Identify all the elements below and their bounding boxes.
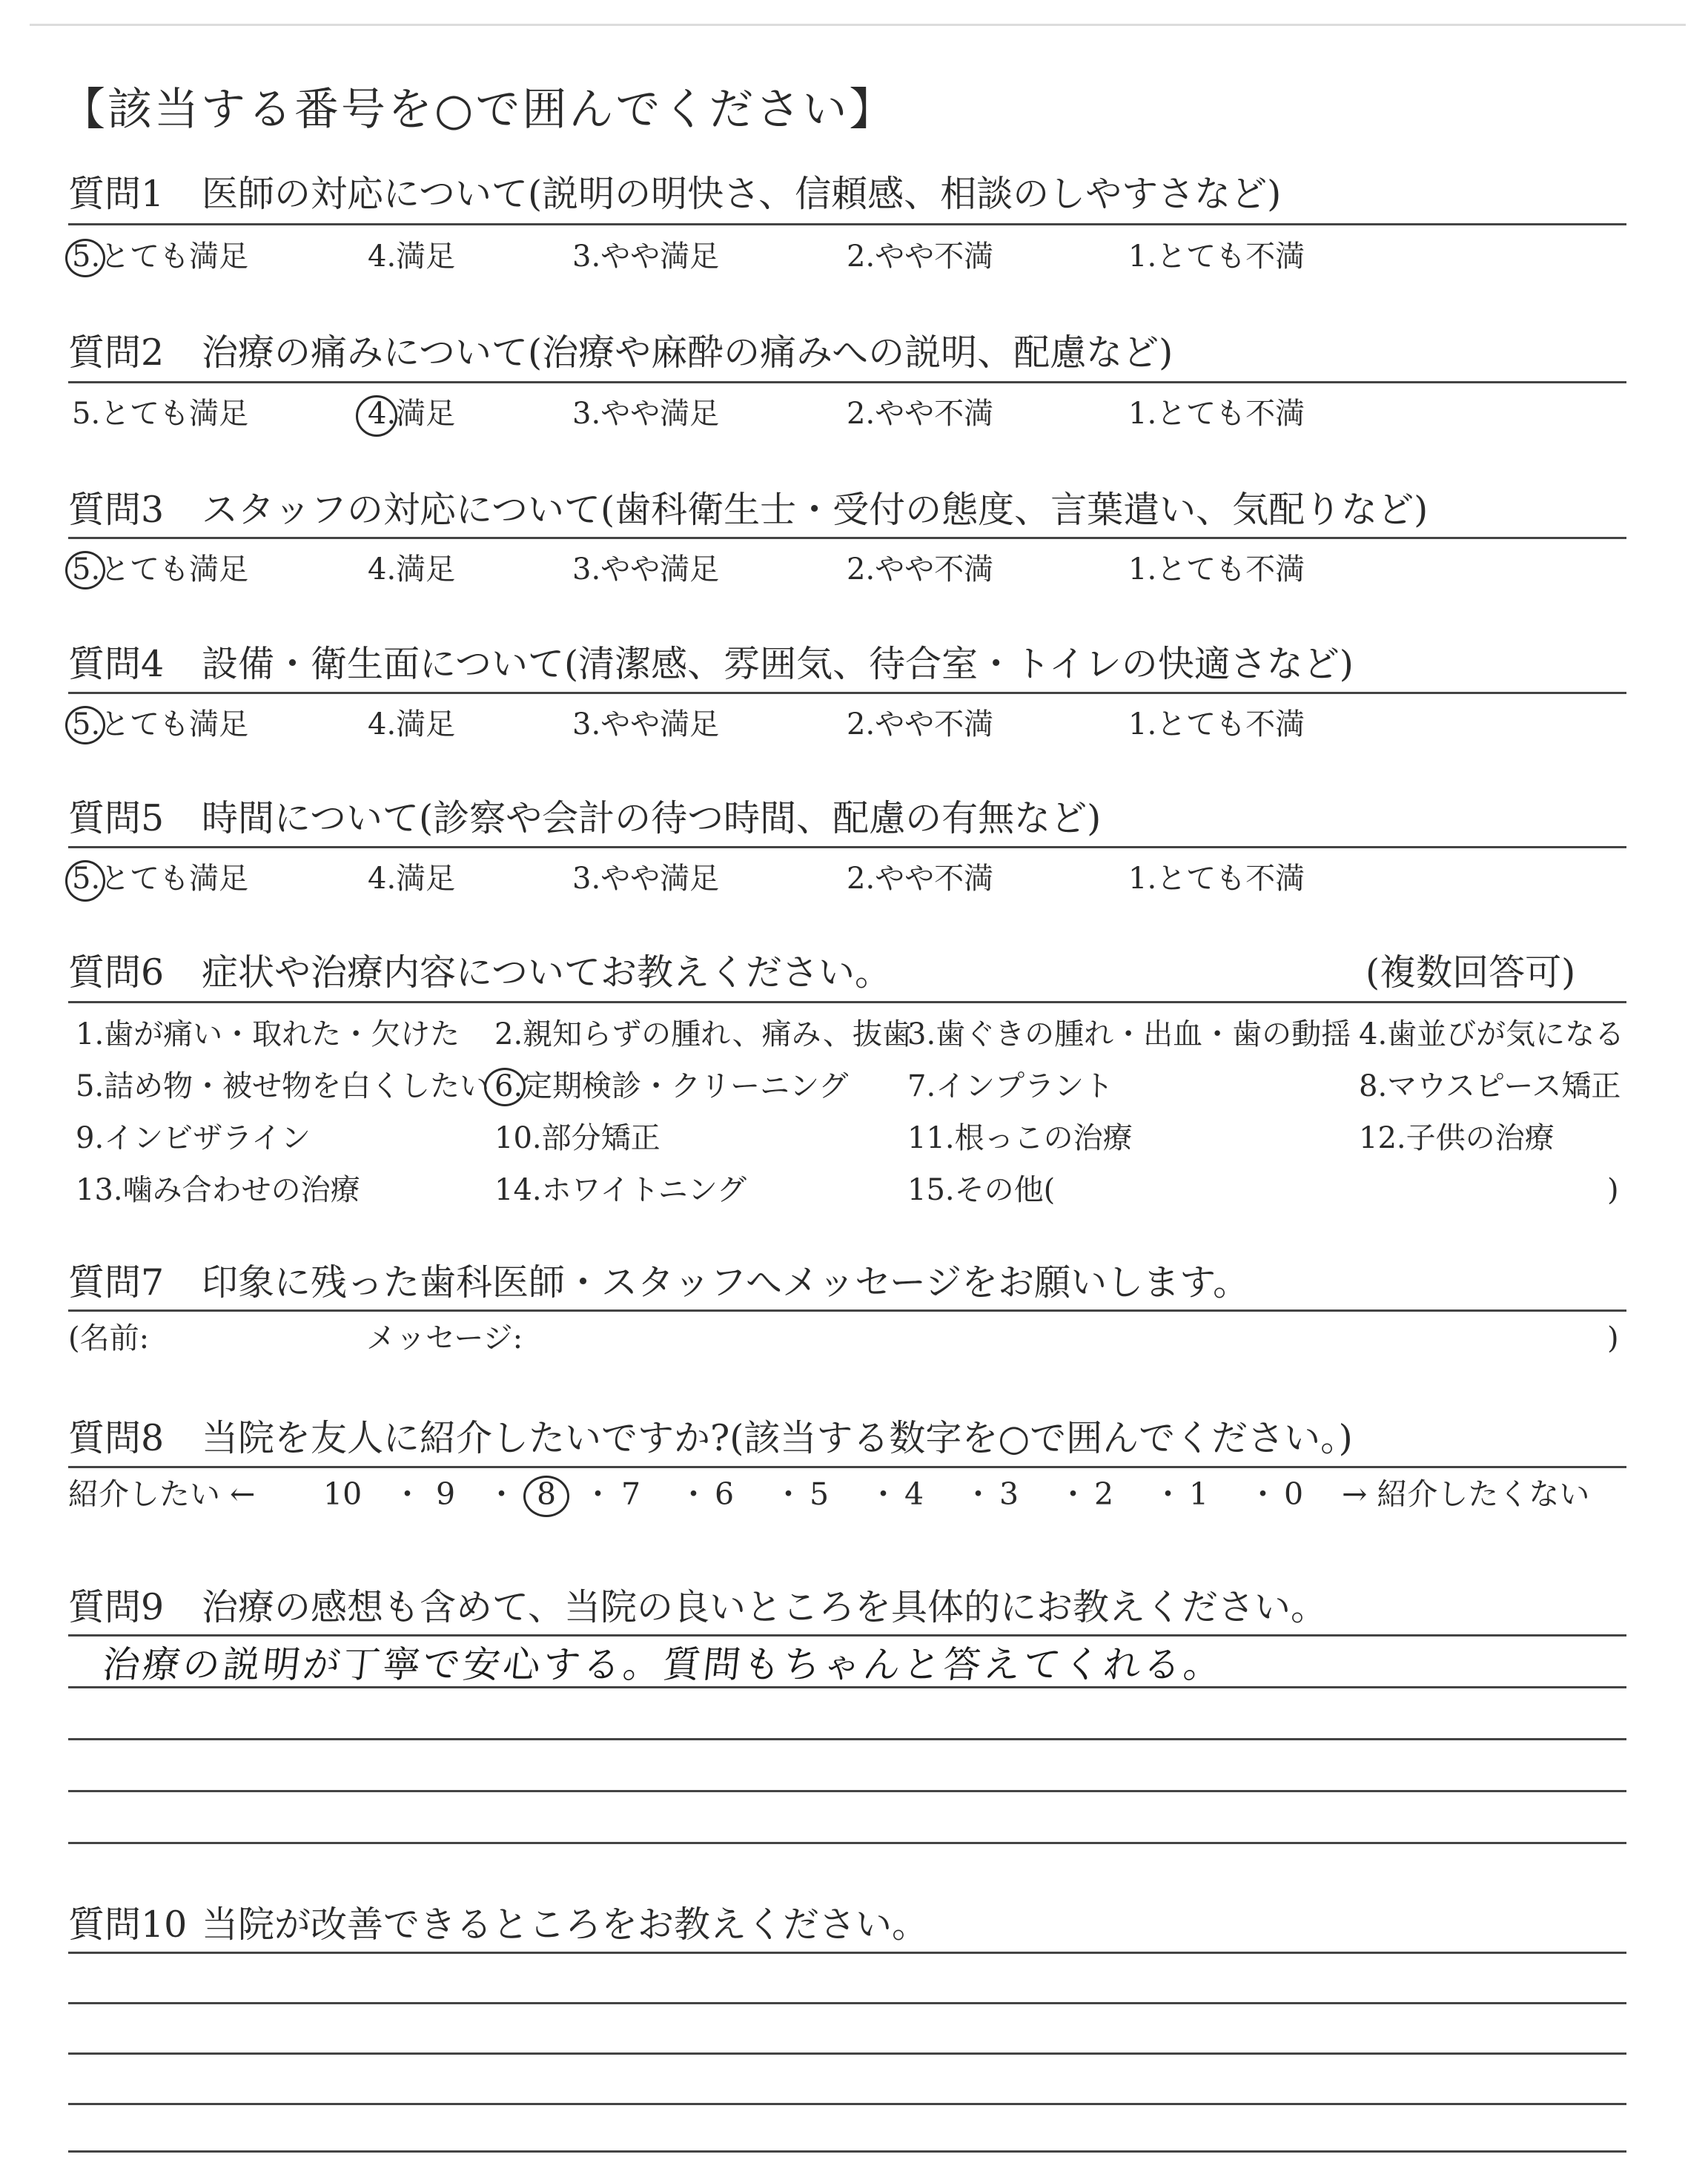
question-6-number: 質問6 <box>68 951 165 994</box>
question-9-rule <box>68 1634 1626 1636</box>
question-8-title <box>68 1416 1353 1461</box>
q9-answer-line[interactable] <box>68 1738 1626 1740</box>
q1-option-1[interactable]: 1.とても不満 <box>1128 240 1305 274</box>
question-3-text: スタッフの対応について(歯科衛生士・受付の態度、言葉遣い、気配りなど) <box>202 489 1429 531</box>
q8-separator: ・ <box>1153 1476 1183 1512</box>
q1-option-5[interactable]: 5.とても満足 <box>72 240 249 274</box>
q8-separator: ・ <box>678 1476 709 1512</box>
question-2-rule <box>68 381 1626 383</box>
q10-answer-line[interactable] <box>68 2052 1626 2055</box>
q8-scale-5[interactable]: 5 <box>809 1476 830 1512</box>
question-6-rule <box>68 1001 1626 1003</box>
q7-message-label: メッセージ: <box>366 1321 523 1355</box>
q6-item-9[interactable]: 9.インビザライン <box>76 1121 311 1155</box>
q8-selection-circle <box>523 1476 569 1517</box>
q5-option-3[interactable]: 3.やや満足 <box>572 862 720 896</box>
q9-answer-line[interactable] <box>68 1686 1626 1688</box>
question-4-rule <box>68 692 1626 694</box>
q2-selection-circle <box>356 395 397 437</box>
question-3-rule <box>68 537 1626 539</box>
q6-item-13[interactable]: 13.噛み合わせの治療 <box>76 1173 360 1207</box>
q8-scale-3[interactable]: 3 <box>999 1476 1019 1512</box>
page-title: 【該当する番号を○で囲んでください】 <box>61 84 896 136</box>
question-9-number: 質問9 <box>68 1586 165 1628</box>
q6-item-14[interactable]: 14.ホワイトニング <box>494 1173 747 1207</box>
question-7-title <box>68 1261 1249 1305</box>
q1-option-3[interactable]: 3.やや満足 <box>572 240 720 274</box>
q2-option-4[interactable]: 4.満足 <box>368 397 456 431</box>
q3-option-4[interactable]: 4.満足 <box>368 552 456 587</box>
question-10-rule <box>68 1952 1626 1954</box>
q8-separator: ・ <box>868 1476 898 1512</box>
q8-separator: ・ <box>392 1476 423 1512</box>
q8-separator: ・ <box>1058 1476 1088 1512</box>
q6-item-7[interactable]: 7.インプラント <box>907 1069 1114 1103</box>
question-8-text: 当院を友人に紹介したいですか?(該当する数字を○で囲んでください。) <box>202 1417 1353 1459</box>
q3-option-2[interactable]: 2.やや不満 <box>847 552 994 587</box>
q2-option-5[interactable]: 5.とても満足 <box>72 397 249 431</box>
question-1-rule <box>68 223 1626 225</box>
question-4-number: 質問4 <box>68 643 165 685</box>
question-8-number: 質問8 <box>68 1417 165 1459</box>
q6-item-5[interactable]: 5.詰め物・被せ物を白くしたい <box>76 1069 490 1103</box>
question-8-rule <box>68 1466 1626 1468</box>
question-7-text: 印象に残った歯科医師・スタッフへメッセージをお願いします。 <box>202 1261 1250 1304</box>
question-2-title <box>68 331 1173 375</box>
q1-option-4[interactable]: 4.満足 <box>368 240 456 274</box>
q3-option-5[interactable]: 5.とても満足 <box>72 552 249 587</box>
q2-option-1[interactable]: 1.とても不満 <box>1128 397 1305 431</box>
question-5-number: 質問5 <box>68 797 165 839</box>
q8-scale-0[interactable]: 0 <box>1283 1476 1304 1512</box>
question-10-text: 当院が改善できるところをお教えください。 <box>202 1903 929 1946</box>
q8-separator: ・ <box>773 1476 804 1512</box>
question-4-text: 設備・衛生面について(清潔感、雰囲気、待合室・トイレの快適さなど) <box>202 643 1354 685</box>
question-7-rule <box>68 1309 1626 1312</box>
q8-scale-6[interactable]: 6 <box>714 1476 735 1512</box>
q5-option-1[interactable]: 1.とても不満 <box>1128 862 1305 896</box>
question-2-text: 治療の痛みについて(治療や麻酔の痛みへの説明、配慮など) <box>202 331 1174 374</box>
question-1-text: 医師の対応について(説明の明快さ、信頼感、相談のしやすさなど) <box>202 173 1282 215</box>
q6-item-8[interactable]: 8.マウスピース矯正 <box>1359 1069 1621 1103</box>
q4-option-5[interactable]: 5.とても満足 <box>72 707 249 742</box>
q4-option-3[interactable]: 3.やや満足 <box>572 707 720 742</box>
q10-answer-line[interactable] <box>68 2103 1626 2105</box>
q8-separator: ・ <box>963 1476 993 1512</box>
q6-item-12[interactable]: 12.子供の治療 <box>1359 1121 1555 1155</box>
q3-selection-circle <box>65 551 105 589</box>
q8-left-label: 紹介したい ← <box>68 1476 256 1512</box>
q6-item-10[interactable]: 10.部分矯正 <box>494 1121 661 1155</box>
question-9-text: 治療の感想も含めて、当院の良いところを具体的にお教えください。 <box>202 1586 1328 1628</box>
q6-selection-circle <box>484 1068 526 1106</box>
q7-close-paren: ) <box>1607 1321 1619 1355</box>
q8-scale-10[interactable]: 10 <box>323 1476 363 1512</box>
q10-answer-line[interactable] <box>68 2150 1626 2153</box>
question-1-number: 質問1 <box>68 173 165 215</box>
q2-option-3[interactable]: 3.やや満足 <box>572 397 720 431</box>
q9-answer-line[interactable] <box>68 1790 1626 1792</box>
q7-name-label: (名前: <box>68 1321 150 1355</box>
question-6-title <box>68 951 891 995</box>
q3-option-3[interactable]: 3.やや満足 <box>572 552 720 587</box>
q6-item-1[interactable]: 1.歯が痛い・取れた・欠けた <box>76 1017 460 1051</box>
question-7-number: 質問7 <box>68 1261 165 1304</box>
question-10-number: 質問10 <box>68 1903 188 1946</box>
q1-option-2[interactable]: 2.やや不満 <box>847 240 994 274</box>
question-5-title <box>68 796 1101 841</box>
q4-option-2[interactable]: 2.やや不満 <box>847 707 994 742</box>
question-10-title <box>68 1903 928 1947</box>
q5-option-5[interactable]: 5.とても満足 <box>72 862 249 896</box>
q6-item-15[interactable]: 15.その他( <box>907 1173 1056 1207</box>
question-5-text: 時間について(診察や会計の待つ時間、配慮の有無など) <box>202 797 1102 839</box>
q9-answer-line[interactable] <box>68 1842 1626 1844</box>
q4-option-4[interactable]: 4.満足 <box>368 707 456 742</box>
q8-right-label: → 紹介したくない <box>1342 1476 1590 1512</box>
q8-scale-2[interactable]: 2 <box>1093 1476 1114 1512</box>
q2-option-2[interactable]: 2.やや不満 <box>847 397 994 431</box>
question-1-title <box>68 172 1281 217</box>
q4-selection-circle <box>65 706 105 744</box>
q4-option-1[interactable]: 1.とても不満 <box>1128 707 1305 742</box>
q8-separator: ・ <box>583 1476 613 1512</box>
q5-selection-circle <box>65 860 105 902</box>
q8-scale-9[interactable]: 9 <box>435 1476 456 1512</box>
top-divider <box>30 24 1686 26</box>
q6-item-2[interactable]: 2.親知らずの腫れ、痛み、抜歯 <box>494 1017 912 1051</box>
question-9-title <box>68 1585 1327 1630</box>
q8-separator: ・ <box>486 1476 517 1512</box>
question-6-text: 症状や治療内容についてお教えください。 <box>202 951 892 994</box>
q9-handwritten-answer[interactable]: 治療の説明が丁寧で安心する。質問もちゃんと答えてくれる。 <box>100 1643 1226 1686</box>
q1-selection-circle <box>65 239 105 277</box>
q5-option-4[interactable]: 4.満足 <box>368 862 456 896</box>
q3-option-1[interactable]: 1.とても不満 <box>1128 552 1305 587</box>
q8-scale-7[interactable]: 7 <box>620 1476 641 1512</box>
question-2-number: 質問2 <box>68 331 165 374</box>
q6-other-close-paren: ) <box>1607 1173 1619 1207</box>
q6-item-4[interactable]: 4.歯並びが気になる <box>1359 1017 1625 1051</box>
q10-answer-line[interactable] <box>68 2002 1626 2004</box>
q8-scale-4[interactable]: 4 <box>904 1476 924 1512</box>
q6-item-3[interactable]: 3.歯ぐきの腫れ・出血・歯の動揺 <box>907 1017 1351 1051</box>
q8-scale-1[interactable]: 1 <box>1188 1476 1209 1512</box>
question-6-multiple-note: (複数回答可) <box>1366 951 1576 994</box>
q5-option-2[interactable]: 2.やや不満 <box>847 862 994 896</box>
q6-item-6[interactable]: 6.定期検診・クリーニング <box>494 1069 849 1103</box>
question-5-rule <box>68 846 1626 848</box>
question-4-title <box>68 642 1354 687</box>
q6-item-11[interactable]: 11.根っこの治療 <box>907 1121 1133 1155</box>
question-3-number: 質問3 <box>68 489 165 531</box>
question-3-title <box>68 488 1428 532</box>
q8-separator: ・ <box>1248 1476 1278 1512</box>
q8-scale-8[interactable]: 8 <box>536 1476 557 1512</box>
